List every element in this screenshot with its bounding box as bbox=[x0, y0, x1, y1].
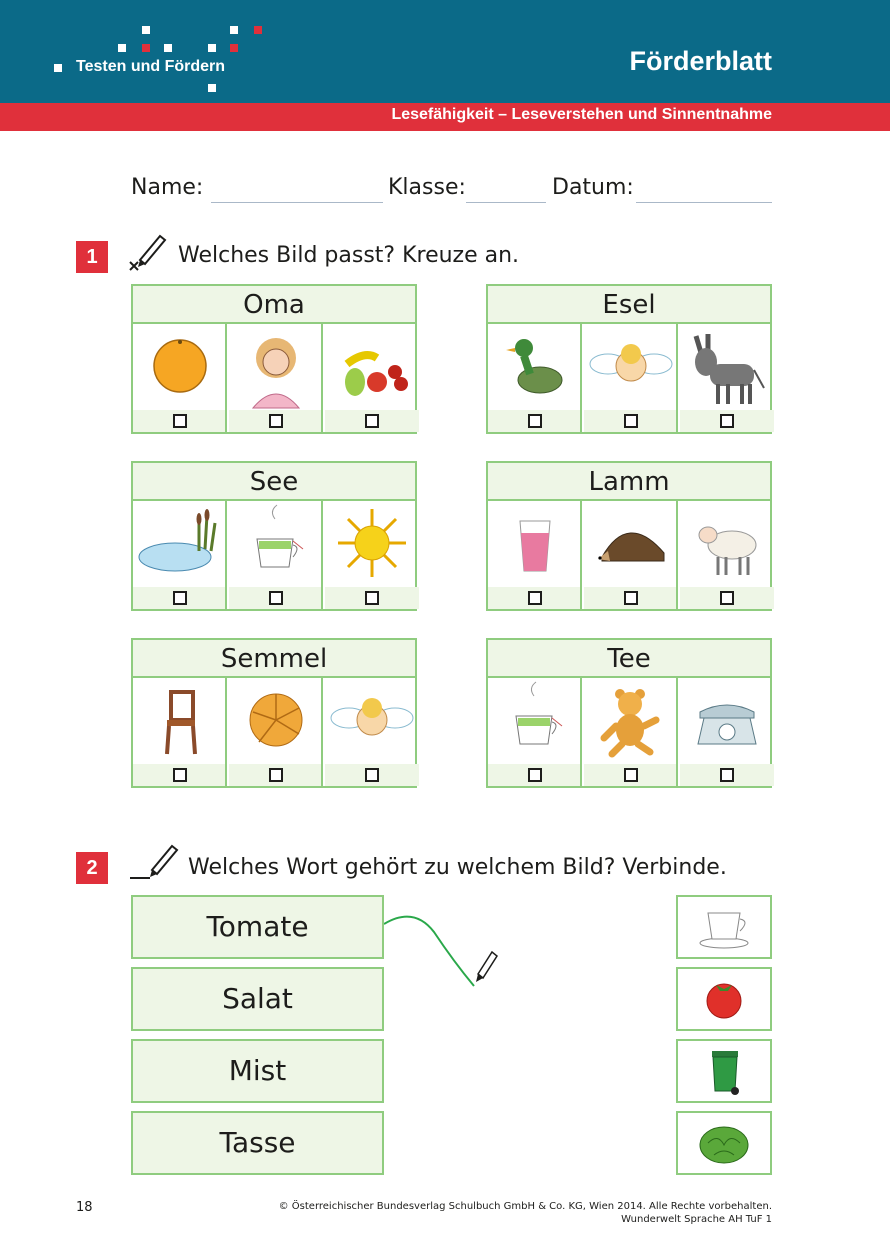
word-box-mist[interactable]: Mist bbox=[131, 1039, 384, 1103]
angel-icon bbox=[584, 324, 676, 410]
card-word: See bbox=[133, 463, 415, 501]
picture-cell bbox=[680, 678, 774, 786]
name-row bbox=[131, 175, 772, 207]
example-connection-line bbox=[384, 912, 504, 996]
telephone-icon bbox=[680, 678, 774, 764]
trash-bin-icon bbox=[678, 1041, 770, 1101]
lamb-icon bbox=[680, 501, 774, 587]
fruits-icon bbox=[325, 324, 419, 410]
picture-box-trash-bin[interactable] bbox=[676, 1039, 772, 1103]
picture-cell bbox=[488, 324, 582, 432]
bread-roll-icon bbox=[229, 678, 321, 764]
picture-cell bbox=[133, 501, 227, 609]
picture-cell bbox=[133, 678, 227, 786]
picture-cell bbox=[680, 324, 774, 432]
picture-cell bbox=[325, 324, 419, 432]
answer-checkbox[interactable] bbox=[528, 768, 542, 782]
lake-icon bbox=[133, 501, 225, 587]
date-label: Datum: bbox=[552, 175, 634, 200]
word-card-see bbox=[131, 461, 417, 611]
answer-checkbox[interactable] bbox=[720, 768, 734, 782]
date-field[interactable] bbox=[636, 202, 772, 203]
teddy-bear-icon bbox=[584, 678, 676, 764]
answer-checkbox[interactable] bbox=[720, 591, 734, 605]
picture-cell bbox=[325, 501, 419, 609]
picture-cell bbox=[584, 678, 678, 786]
angel-icon bbox=[325, 678, 419, 764]
task-1-number: 1 bbox=[76, 241, 108, 273]
picture-cell bbox=[584, 501, 678, 609]
tomato-icon bbox=[678, 969, 770, 1029]
tea-cup-icon bbox=[229, 501, 321, 587]
picture-box-cup[interactable] bbox=[676, 895, 772, 959]
word-card-esel bbox=[486, 284, 772, 434]
orange-icon bbox=[133, 324, 225, 410]
duck-icon bbox=[488, 324, 580, 410]
pencil-cross-icon bbox=[128, 230, 168, 272]
answer-checkbox[interactable] bbox=[365, 591, 379, 605]
answer-checkbox[interactable] bbox=[624, 414, 638, 428]
picture-box-tomato[interactable] bbox=[676, 967, 772, 1031]
page-number: 18 bbox=[76, 1200, 93, 1215]
pencil-line-icon bbox=[128, 842, 180, 884]
answer-checkbox[interactable] bbox=[624, 591, 638, 605]
book-reference: Wunderwelt Sprache AH TuF 1 bbox=[621, 1214, 772, 1225]
word-box-tasse[interactable]: Tasse bbox=[131, 1111, 384, 1175]
card-word: Lamm bbox=[488, 463, 770, 501]
name-field[interactable] bbox=[211, 202, 383, 203]
page-subtitle: Lesefähigkeit – Leseverstehen und Sinnentnahme bbox=[391, 106, 772, 123]
answer-checkbox[interactable] bbox=[173, 591, 187, 605]
picture-cell bbox=[680, 501, 774, 609]
lettuce-icon bbox=[678, 1113, 770, 1173]
answer-checkbox[interactable] bbox=[365, 414, 379, 428]
word-card-tee bbox=[486, 638, 772, 788]
task-2-instruction: Welches Wort gehört zu welchem Bild? Verbinde. bbox=[188, 855, 727, 880]
picture-cell bbox=[488, 501, 582, 609]
answer-checkbox[interactable] bbox=[269, 414, 283, 428]
task-2-number: 2 bbox=[76, 852, 108, 884]
picture-cell bbox=[584, 324, 678, 432]
answer-checkbox[interactable] bbox=[365, 768, 379, 782]
sun-icon bbox=[325, 501, 419, 587]
word-box-tomate[interactable]: Tomate bbox=[131, 895, 384, 959]
answer-checkbox[interactable] bbox=[269, 768, 283, 782]
juice-glass-icon bbox=[488, 501, 580, 587]
picture-cell bbox=[325, 678, 419, 786]
hedgehog-icon bbox=[584, 501, 676, 587]
card-word: Semmel bbox=[133, 640, 415, 678]
word-box-salat[interactable]: Salat bbox=[131, 967, 384, 1031]
donkey-icon bbox=[680, 324, 774, 410]
word-card-lamm bbox=[486, 461, 772, 611]
card-word: Esel bbox=[488, 286, 770, 324]
brand-name: Testen und Fördern bbox=[76, 58, 226, 75]
name-label: Name: bbox=[131, 175, 204, 200]
copyright-notice bbox=[279, 1200, 772, 1226]
word-card-oma bbox=[131, 284, 417, 434]
picture-cell bbox=[488, 678, 582, 786]
answer-checkbox[interactable] bbox=[720, 414, 734, 428]
answer-checkbox[interactable] bbox=[269, 591, 283, 605]
answer-checkbox[interactable] bbox=[173, 414, 187, 428]
copyright-text: © Österreichischer Bundesverlag Schulbuch GmbH & Co. KG, Wien 2014. Alle Rechte vorbehalten. bbox=[278, 1201, 772, 1212]
card-word: Tee bbox=[488, 640, 770, 678]
answer-checkbox[interactable] bbox=[528, 591, 542, 605]
tea-cup-icon bbox=[488, 678, 580, 764]
picture-cell bbox=[229, 501, 323, 609]
answer-checkbox[interactable] bbox=[528, 414, 542, 428]
picture-cell bbox=[229, 324, 323, 432]
card-word: Oma bbox=[133, 286, 415, 324]
answer-checkbox[interactable] bbox=[173, 768, 187, 782]
picture-cell bbox=[229, 678, 323, 786]
picture-cell bbox=[133, 324, 227, 432]
chair-icon bbox=[133, 678, 225, 764]
class-field[interactable] bbox=[466, 202, 546, 203]
task-1-instruction: Welches Bild passt? Kreuze an. bbox=[178, 243, 520, 268]
brand-bullet bbox=[54, 64, 62, 72]
class-label: Klasse: bbox=[388, 175, 466, 200]
answer-checkbox[interactable] bbox=[624, 768, 638, 782]
page-title: Förderblatt bbox=[629, 46, 772, 76]
word-card-semmel bbox=[131, 638, 417, 788]
grandma-icon bbox=[229, 324, 321, 410]
cup-icon bbox=[678, 897, 770, 957]
picture-box-lettuce[interactable] bbox=[676, 1111, 772, 1175]
